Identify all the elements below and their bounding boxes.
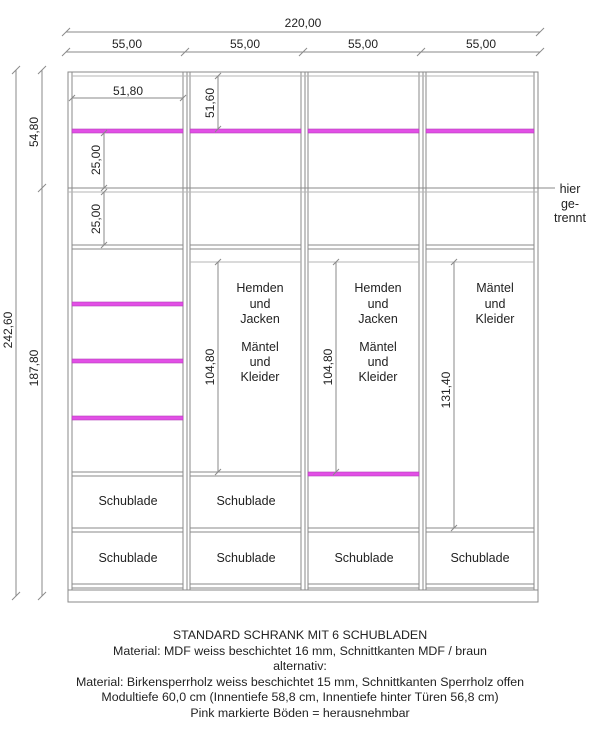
removable-shelf: [308, 129, 419, 133]
module-3-label-und: und: [367, 297, 389, 311]
removable-shelf: [190, 129, 301, 133]
removable-shelves: [72, 129, 534, 476]
rod-height-label-3: 104,80: [321, 348, 335, 386]
module-2-label-und: und: [249, 297, 271, 311]
caption: [0, 628, 600, 722]
module-width-label-3: 55,00: [347, 37, 379, 51]
drawers: [98, 494, 509, 565]
module-2-label-jacken: Jacken: [240, 312, 280, 326]
removable-shelf: [72, 129, 183, 133]
removable-shelf: [72, 302, 183, 306]
module-3-label-jacken: Jacken: [358, 312, 398, 326]
rod-height-label-4: 131,40: [439, 371, 453, 409]
caption-depth: Modultiefe 60,0 cm (Innentiefe 58,8 cm, Innentiefe hinter Türen 56,8 cm): [101, 690, 499, 705]
module-3-labels: [354, 281, 401, 384]
module-width-label-2: 55,00: [229, 37, 261, 51]
drawer-label: Schublade: [98, 494, 158, 508]
total-height-label: 242,60: [1, 311, 15, 349]
top-compartment-label: 51,60: [203, 87, 217, 119]
module-3-label-und-2: und: [367, 355, 389, 369]
module-4-label-und: und: [484, 297, 506, 311]
drawer-label: Schublade: [216, 551, 276, 565]
module-width-label-4: 55,00: [465, 37, 497, 51]
lower-section-label: 187,80: [27, 349, 41, 387]
separation-note-line-1: hier: [559, 182, 581, 196]
module-3-label-hemden: Hemden: [354, 281, 402, 295]
module-3-label-maentel: Mäntel: [359, 340, 397, 354]
shelf-gap-label-2: 25,00: [89, 203, 103, 235]
module-width-label-1: 55,00: [111, 37, 143, 51]
module-2-label-kleider: Kleider: [240, 370, 280, 384]
drawer-label: Schublade: [216, 494, 276, 508]
module-4-label-kleider: Kleider: [475, 312, 515, 326]
removable-shelf: [308, 472, 419, 476]
shelf-gap-label-1: 25,00: [89, 144, 103, 176]
rod-height-label-2: 104,80: [203, 348, 217, 386]
upper-section-label: 54,80: [27, 116, 41, 148]
module-4-label-maentel: Mäntel: [476, 281, 514, 295]
caption-title: STANDARD SCHRANK MIT 6 SCHUBLADEN: [172, 628, 428, 642]
left-dimensions: [1, 66, 46, 600]
removable-shelf: [426, 129, 534, 133]
caption-material-alt: Material: Birkensperrholz weiss beschichtet 15 mm, Schnittkanten Sperrholz offen: [75, 674, 525, 689]
cabinet-frame: [68, 72, 555, 602]
top-dimensions: [62, 16, 544, 56]
total-width-label: 220,00: [284, 16, 322, 30]
removable-shelf: [72, 359, 183, 363]
drawer-label: Schublade: [334, 551, 394, 565]
module-3-label-kleider: Kleider: [358, 370, 398, 384]
removable-shelf: [72, 416, 183, 420]
drawer-label: Schublade: [450, 551, 510, 565]
module-2-label-hemden: Hemden: [236, 281, 284, 295]
drawer-label: Schublade: [98, 551, 158, 565]
module-2-labels: [236, 281, 283, 384]
caption-alternative: alternativ:: [273, 659, 327, 674]
separation-note-line-3: trennt: [554, 211, 586, 225]
inner-width-label: 51,80: [112, 84, 144, 98]
module-2-label-maentel: Mäntel: [241, 340, 279, 354]
separation-note: [554, 182, 586, 225]
module-4-labels: [476, 281, 515, 326]
module-2-label-und-2: und: [249, 355, 271, 369]
caption-material: Material: MDF weiss beschichtet 16 mm, Schnittkanten MDF / braun: [113, 643, 487, 658]
caption-pink-note: Pink markierte Böden = herausnehmbar: [190, 705, 410, 720]
separation-note-line-2: ge-: [560, 197, 580, 211]
